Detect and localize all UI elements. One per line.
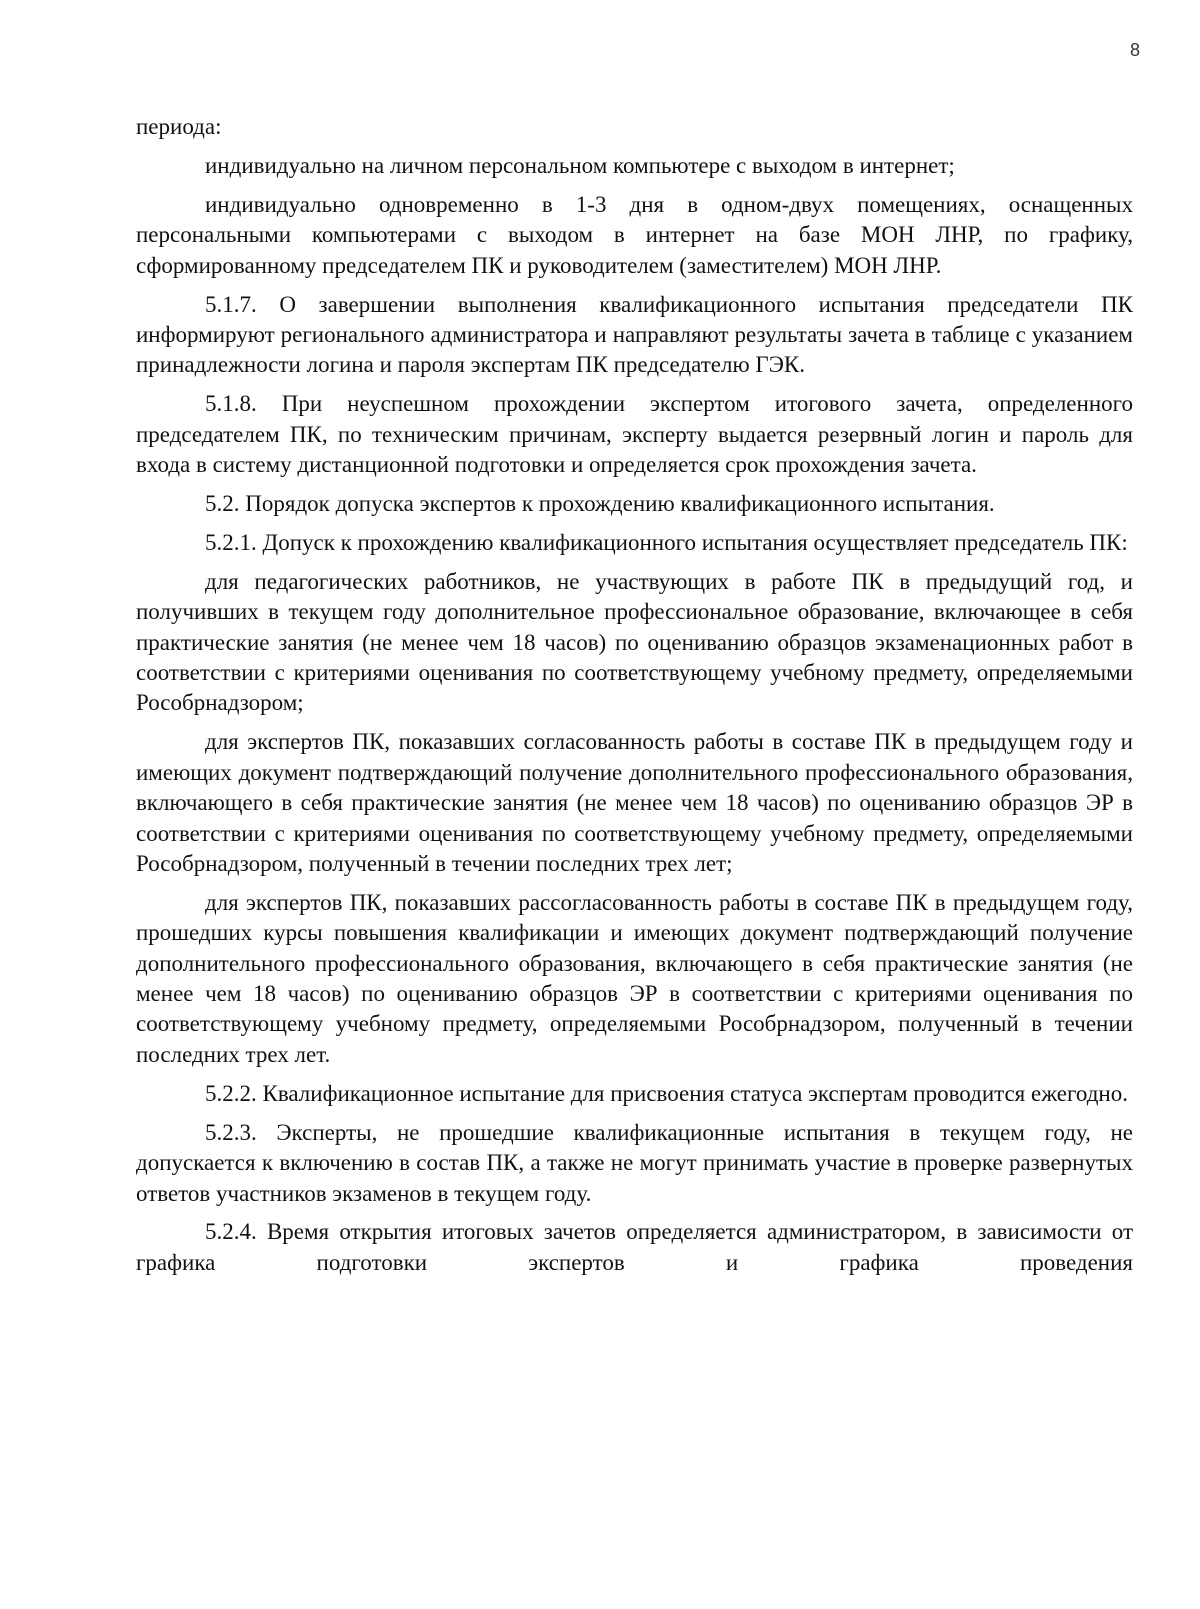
paragraph-5-2: 5.2. Порядок допуска экспертов к прохождению квалификационного испытания. — [205, 490, 995, 516]
page-number: 8 — [1129, 40, 1140, 60]
paragraph-teachers: для педагогических работников, не участвующих в работе ПК в предыдущий год, и получивших в текущем году дополнительное профессиональное образование, включающее в себя практические занятия (не менее чем 18 часов) по оцениванию образцов экзаменационных работ в соответствии с критериями оценивания по соответствующему учебному предмету, определяемыми Рособрнадзором; — [136, 568, 1133, 716]
paragraph-individual-rooms: индивидуально одновременно в 1-3 дня в одном-двух помещениях, оснащенных персональными компьютерами с выходом в интернет на базе МОН ЛНР, по графику, сформированному председателем ПК и руководителем (заместителем) МОН ЛНР. — [136, 191, 1133, 278]
paragraph-5-2-1: 5.2.1. Допуск к прохождению квалификационного испытания осуществляет председатель ПК: — [205, 529, 1128, 555]
paragraph-experts-inconsistent: для экспертов ПК, показавших рассогласованность работы в составе ПК в предыдущем году, прошедших курсы повышения квалификации и имеющих документ подтверждающий получение дополнительного профессионального образования, включающего в себя практические занятия (не менее чем 18 часов) по оцениванию образцов ЭР в соответствии с критериями оценивания по соответствующему учебному предмету, определяемыми Рособрнадзором, полученный в течении последних трех лет. — [136, 889, 1133, 1067]
paragraph-individual-pc: индивидуально на личном персональном компьютере с выходом в интернет; — [205, 152, 955, 178]
paragraph-5-2-4: 5.2.4. Время открытия итоговых зачетов определяется администратором, в зависимости от графика подготовки экспертов и графика проведения — [136, 1219, 1133, 1275]
paragraph-5-1-7: 5.1.7. О завершении выполнения квалификационного испытания председатели ПК информируют регионального администратора и направляют результаты зачета в таблице с указанием принадлежности логина и пароля экспертам ПК председателю ГЭК. — [136, 291, 1133, 378]
paragraph-5-1-8: 5.1.8. При неуспешном прохождении экспертом итогового зачета, определенного председателем ПК, по техническим причинам, эксперту выдается резервный логин и пароль для входа в систему дистанционной подготовки и определяется срок прохождения зачета. — [136, 391, 1133, 478]
paragraph-period-continuation: периода: — [136, 114, 222, 139]
document-body — [136, 112, 1133, 1278]
paragraph-5-2-3: 5.2.3. Эксперты, не прошедшие квалификационные испытания в текущем году, не допускается к включению в состав ПК, а также не могут принимать участие в проверке развернутых ответов участников экзаменов в текущем году. — [136, 1119, 1133, 1206]
paragraph-5-2-2: 5.2.2. Квалификационное испытание для присвоения статуса экспертам проводится ежегодно. — [205, 1080, 1128, 1106]
paragraph-experts-consistent: для экспертов ПК, показавших согласованность работы в составе ПК в предыдущем году и имеющих документ подтверждающий получение дополнительного профессионального образования, включающего в себя практические занятия (не менее чем 18 часов) по оцениванию образцов ЭР в соответствии с критериями оценивания по соответствующему учебному предмету, определяемыми Рособрнадзором, полученный в течении последних трех лет; — [136, 729, 1133, 876]
